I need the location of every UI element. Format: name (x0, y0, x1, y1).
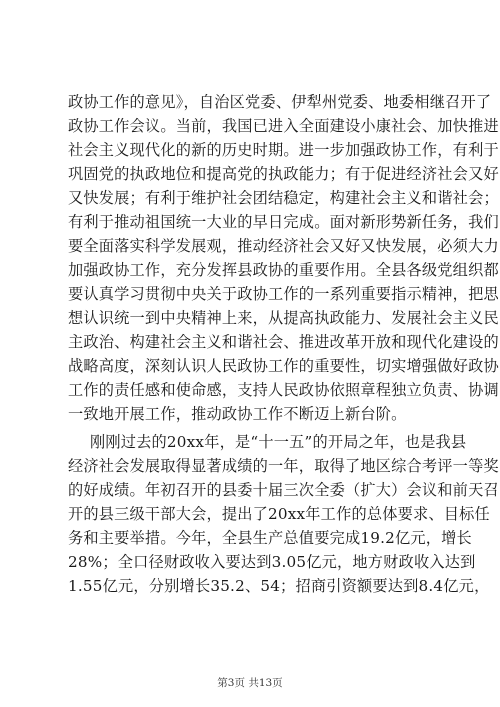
page-footer: 第3页 共13页 (217, 677, 283, 689)
text-line: 巩固党的执政地位和提高党的执政能力；有于促进经济社会又好 (68, 165, 499, 183)
text-line: 务和主要举措。今年，全县生产总值要完成19.2亿元，增长 (68, 529, 472, 547)
text-line: 1.55亿元，分别增长35.2、54；招商引资额要达到8.4亿元， (68, 577, 490, 595)
text-line: 开的县三级干部大会，提出了20xx年工作的总体要求、目标任 (68, 505, 490, 523)
text-line: 28%；全口径财政收入要达到3.05亿元，地方财政收入达到 (68, 553, 476, 571)
text-line-paragraph-start: 刚刚过去的20xx年，是“十一五”的开局之年，也是我县 (90, 433, 467, 451)
text-line: 工作的责任感和使命感，支持人民政协依照章程独立负责、协调 (68, 381, 499, 399)
text-line: 一致地开展工作，推动政协工作不断迈上新台阶。 (68, 405, 407, 423)
text-line: 要认真学习贯彻中央关于政协工作的一系列重要指示精神，把思 (68, 285, 499, 303)
text-line: 经济社会发展取得显著成绩的一年，取得了地区综合考评一等奖 (68, 457, 499, 475)
text-line: 主政治、构建社会主义和谐社会、推进改革开放和现代化建设的 (68, 333, 499, 351)
text-line: 政协工作会议。当前，我国已进入全面建设小康社会、加快推进 (68, 117, 499, 135)
text-line: 又快发展；有利于维护社会团结稳定，构建社会主义和谐社会； (68, 189, 499, 207)
text-line: 战略高度，深刻认识人民政协工作的重要性，切实增强做好政协 (68, 357, 499, 375)
text-line: 加强政协工作，充分发挥县政协的重要作用。全县各级党组织都 (68, 261, 499, 279)
text-line: 的好成绩。年初召开的县委十届三次全委（扩大）会议和前天召 (68, 481, 499, 499)
text-line: 想认识统一到中央精神上来，从提高执政能力、发展社会主义民 (68, 309, 499, 327)
text-line: 政协工作的意见》，自治区党委、伊犁州党委、地委相继召开了 (68, 93, 492, 111)
text-line: 社会主义现代化的新的历史时期。进一步加强政协工作，有利于 (68, 141, 499, 159)
text-line: 要全面落实科学发展观，推动经济社会又好又快发展，必须大力 (68, 237, 499, 255)
text-line: 有利于推动祖国统一大业的早日完成。面对新形势新任务，我们 (68, 213, 499, 231)
document-body (68, 90, 499, 598)
